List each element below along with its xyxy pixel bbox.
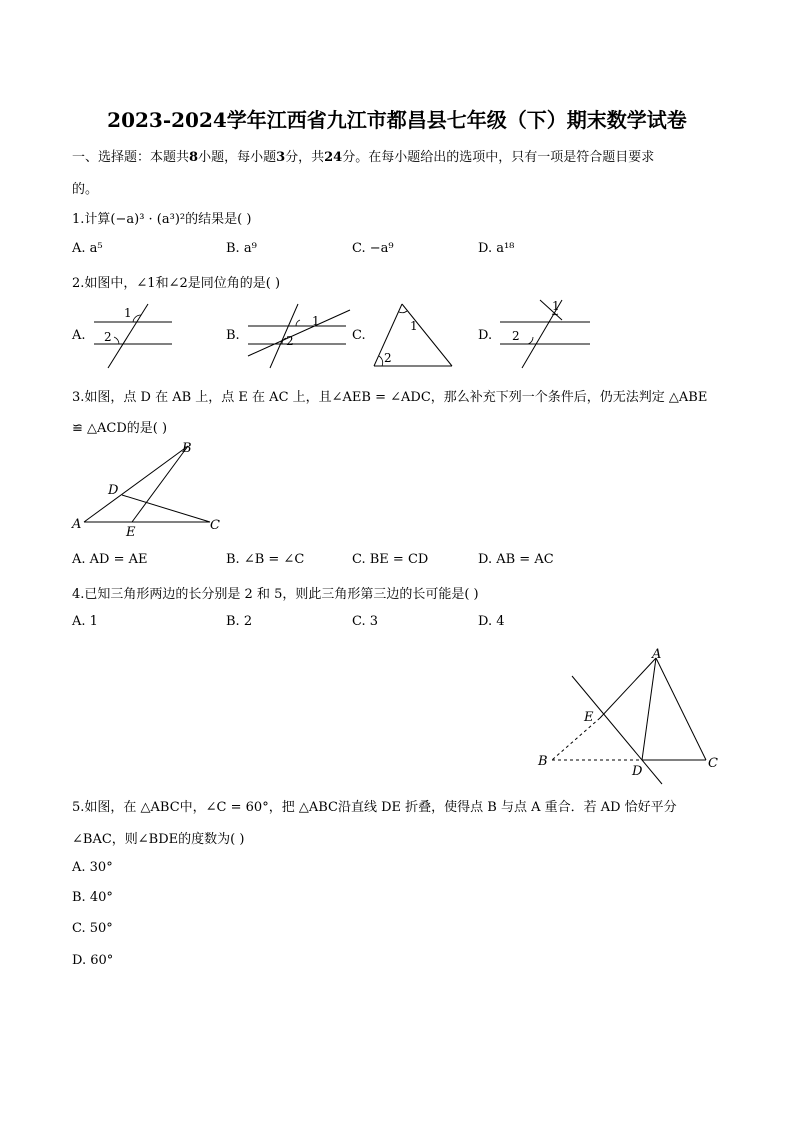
option-c: C.	[352, 328, 366, 343]
question-text: 已知三角形两边的长分别是 2 和 5，则此三角形第三边的长可能是( )	[84, 587, 479, 602]
option-c: C. 50°	[72, 921, 113, 936]
section-prefix: 一、选择题：本题共	[72, 150, 190, 165]
question-text: 计算(−a)³ · (a³)²的结果是( )	[84, 212, 252, 227]
question-2	[72, 272, 280, 291]
option-a: A. 1	[72, 614, 98, 629]
option-b: B. ∠B = ∠C	[226, 552, 305, 567]
option-a: A. a⁵	[72, 241, 103, 256]
option-a: A.	[72, 328, 86, 343]
section-header	[72, 146, 654, 165]
question-5	[72, 796, 677, 815]
angle-label-2: 2	[512, 329, 520, 343]
option-b: B. 2	[226, 614, 253, 629]
question-number: 1.	[72, 212, 85, 227]
point-label-e: E	[584, 710, 594, 725]
section-header-line2: 的。	[72, 182, 99, 197]
angle-label-2: 2	[384, 351, 392, 365]
option-c: C. BE = CD	[352, 552, 429, 567]
angle-label-1: 1	[124, 306, 132, 320]
point-label-d: D	[108, 483, 119, 498]
question-number: 4.	[72, 587, 85, 602]
figure-2c	[370, 300, 460, 370]
point-label-a: A	[72, 517, 82, 532]
question-number: 3.	[72, 390, 85, 405]
point-label-c: C	[708, 756, 718, 771]
option-b: B.	[226, 328, 240, 343]
option-a: A. AD = AE	[72, 552, 148, 567]
question-3	[72, 386, 707, 405]
points-each: 3	[276, 150, 286, 165]
section-mid2: 分，共	[285, 150, 325, 165]
option-b: B. a⁹	[226, 241, 257, 256]
question-3-line2: ≌ △ACD的是( )	[72, 421, 168, 436]
angle-label-2: 2	[104, 330, 112, 344]
option-d: D. AB = AC	[478, 552, 554, 567]
figure-5	[534, 644, 734, 784]
angle-label-1: 1	[552, 299, 560, 313]
point-label-b: B	[538, 754, 548, 769]
option-b: B. 40°	[72, 890, 113, 905]
question-number: 5.	[72, 800, 85, 815]
point-label-d: D	[632, 764, 643, 779]
point-label-b: B	[182, 441, 192, 456]
angle-label-1: 1	[410, 319, 418, 333]
page-title: 2023-2024学年江西省九江市都昌县七年级（下）期末数学试卷	[107, 108, 687, 132]
question-count: 8	[189, 150, 199, 165]
option-d: D. 60°	[72, 953, 114, 968]
question-4	[72, 583, 479, 602]
option-d: D. a¹⁸	[478, 241, 515, 256]
option-c: C. 3	[352, 614, 379, 629]
point-label-c: C	[210, 518, 220, 533]
question-1	[72, 208, 251, 227]
option-d: D.	[478, 328, 493, 343]
angle-label-1: 1	[312, 314, 320, 328]
question-5-line2: ∠BAC，则∠BDE的度数为( )	[72, 832, 245, 847]
question-text: 如图中，∠1和∠2是同位角的是( )	[84, 276, 281, 291]
points-total: 24	[324, 150, 343, 165]
figure-2a	[90, 300, 180, 370]
option-d: D. 4	[478, 614, 505, 629]
option-c: C. −a⁹	[352, 241, 394, 256]
section-mid1: 小题，每小题	[198, 150, 277, 165]
point-label-e: E	[126, 525, 136, 540]
question-text-line1: 如图，点 D 在 AB 上，点 E 在 AC 上，且∠AEB = ∠ADC，那么补充下列一个条件后，仍无法判定 △ABE	[84, 390, 708, 405]
angle-label-2: 2	[286, 334, 294, 348]
section-suffix: 分。在每小题给出的选项中，只有一项是符合题目要求	[342, 150, 655, 165]
figure-3	[70, 440, 230, 540]
option-a: A. 30°	[72, 860, 113, 875]
figure-2b	[244, 300, 354, 370]
figure-2d	[496, 296, 596, 366]
point-label-a: A	[652, 647, 662, 662]
question-number: 2.	[72, 276, 85, 291]
question-text-line1: 如图，在 △ABC中，∠C = 60°，把 △ABC沿直线 DE 折叠，使得点 B 与点 A 重合．若 AD 恰好平分	[84, 800, 677, 815]
